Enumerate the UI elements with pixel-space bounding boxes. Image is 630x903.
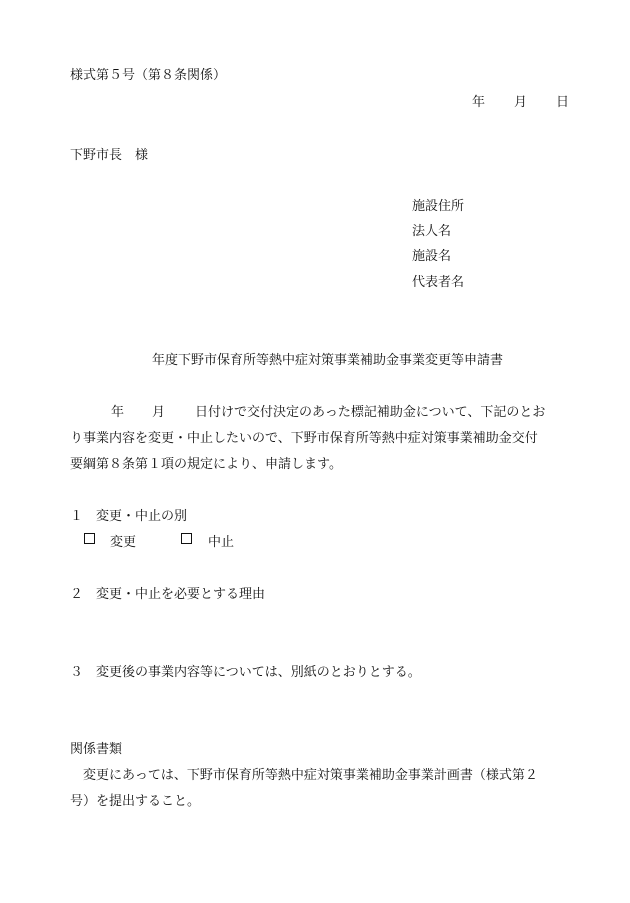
date-month-label: 月 xyxy=(514,95,528,110)
facility-address-label: 施設住所 xyxy=(412,199,465,214)
body-month-label: 月 xyxy=(152,405,166,420)
date-field xyxy=(472,95,572,111)
form-number: 様式第５号（第８条関係） xyxy=(70,68,227,83)
related-documents-heading: 関係書類 xyxy=(70,742,123,757)
date-day-label: 日 xyxy=(556,95,570,110)
date-year-label: 年 xyxy=(472,95,486,110)
body-line-2: り事業内容を変更・中止したいので、下野市保育所等熱中症対策事業補助金交付 xyxy=(70,431,538,446)
section-3-title: ３ 変更後の事業内容等については、別紙のとおりとする。 xyxy=(70,665,421,680)
representative-label: 代表者名 xyxy=(412,275,465,290)
change-or-stop-options xyxy=(84,535,284,551)
body-year-label: 年 xyxy=(111,405,125,420)
option-change-label: 変更 xyxy=(110,535,137,550)
section-2-title: ２ 変更・中止を必要とする理由 xyxy=(70,587,266,602)
addressee: 下野市長 様 xyxy=(70,148,149,163)
related-documents-line-1: 変更にあっては、下野市保育所等熱中症対策事業補助金事業計画書（様式第２ xyxy=(70,768,538,783)
body-line-3: 要綱第８条第１項の規定により、申請します。 xyxy=(70,457,342,472)
corporation-name-label: 法人名 xyxy=(412,224,452,239)
section-1-title: １ 変更・中止の別 xyxy=(70,509,188,524)
document-title: 年度下野市保育所等熱中症対策事業補助金事業変更等申請書 xyxy=(152,353,504,368)
facility-name-label: 施設名 xyxy=(412,249,452,264)
option-stop-label: 中止 xyxy=(208,535,235,550)
body-line-1: 日付けで交付決定のあった標記補助金について、下記のとお xyxy=(195,405,546,420)
related-documents-line-2: 号）を提出すること。 xyxy=(70,794,201,809)
